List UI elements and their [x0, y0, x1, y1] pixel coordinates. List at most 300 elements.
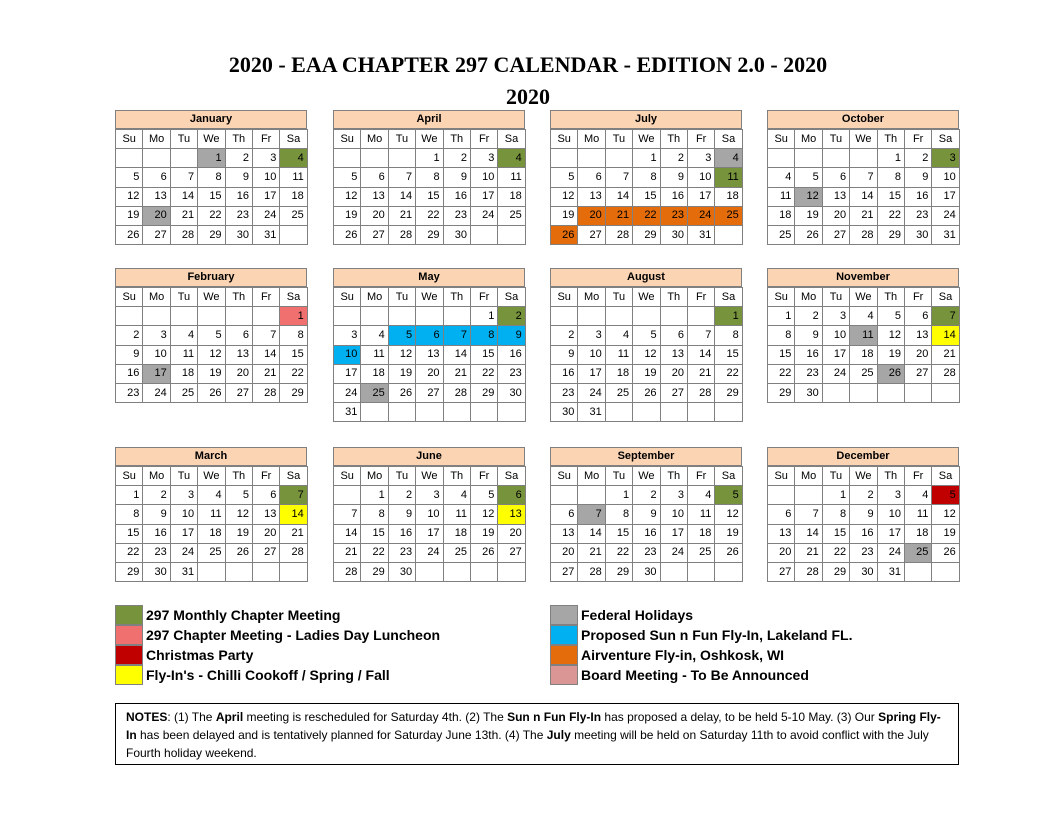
day-cell[interactable]: 29	[822, 562, 849, 581]
day-cell[interactable]: 21	[252, 364, 279, 383]
day-cell[interactable]: 28	[850, 225, 877, 244]
day-cell[interactable]: 4	[605, 326, 632, 345]
day-cell[interactable]: 2	[795, 307, 822, 326]
day-cell[interactable]: 5	[551, 168, 578, 187]
day-cell[interactable]: 29	[361, 562, 388, 581]
day-cell[interactable]: 5	[470, 486, 497, 505]
day-cell[interactable]: 2	[633, 486, 660, 505]
day-cell[interactable]: 25	[850, 364, 877, 383]
day-cell[interactable]: 31	[877, 562, 904, 581]
day-cell[interactable]: 31	[578, 403, 605, 422]
day-cell[interactable]: 30	[143, 562, 170, 581]
day-cell[interactable]: 16	[904, 187, 931, 206]
day-cell[interactable]: 28	[280, 543, 307, 562]
day-cell[interactable]: 27	[578, 225, 605, 244]
day-cell[interactable]: 22	[822, 543, 849, 562]
day-cell[interactable]: 8	[361, 505, 388, 524]
day-cell[interactable]: 31	[252, 225, 279, 244]
day-cell[interactable]: 25	[170, 383, 197, 402]
day-cell[interactable]: 27	[551, 562, 578, 581]
day-cell[interactable]: 23	[143, 543, 170, 562]
day-cell[interactable]: 20	[768, 543, 795, 562]
day-cell[interactable]: 8	[116, 505, 143, 524]
day-cell[interactable]: 12	[633, 345, 660, 364]
day-cell[interactable]: 24	[578, 383, 605, 402]
day-cell[interactable]: 1	[470, 307, 497, 326]
day-cell[interactable]: 23	[388, 543, 415, 562]
day-cell[interactable]: 12	[470, 505, 497, 524]
day-cell[interactable]: 27	[361, 225, 388, 244]
day-cell[interactable]: 3	[334, 326, 361, 345]
day-cell[interactable]: 18	[361, 364, 388, 383]
day-cell[interactable]: 23	[633, 543, 660, 562]
day-cell[interactable]: 2	[388, 486, 415, 505]
day-cell[interactable]: 6	[660, 326, 687, 345]
day-cell[interactable]: 17	[932, 187, 959, 206]
day-cell[interactable]: 20	[551, 543, 578, 562]
day-cell[interactable]: 20	[252, 524, 279, 543]
day-cell[interactable]: 31	[932, 225, 959, 244]
day-cell[interactable]: 16	[850, 524, 877, 543]
day-cell[interactable]: 17	[822, 345, 849, 364]
day-cell[interactable]: 27	[822, 225, 849, 244]
day-cell[interactable]: 9	[633, 505, 660, 524]
day-cell[interactable]: 26	[198, 383, 225, 402]
day-cell[interactable]: 5	[225, 486, 252, 505]
day-cell[interactable]: 4	[498, 149, 525, 168]
day-cell[interactable]: 30	[795, 383, 822, 402]
day-cell[interactable]: 21	[443, 364, 470, 383]
day-cell[interactable]: 10	[822, 326, 849, 345]
day-cell[interactable]: 6	[768, 505, 795, 524]
day-cell[interactable]: 21	[280, 524, 307, 543]
day-cell[interactable]: 13	[822, 187, 849, 206]
day-cell[interactable]: 14	[334, 524, 361, 543]
day-cell[interactable]: 17	[143, 364, 170, 383]
day-cell[interactable]: 4	[198, 486, 225, 505]
day-cell[interactable]: 27	[498, 543, 525, 562]
day-cell[interactable]: 7	[687, 326, 714, 345]
day-cell[interactable]: 28	[932, 364, 959, 383]
day-cell[interactable]: 7	[252, 326, 279, 345]
day-cell[interactable]: 5	[633, 326, 660, 345]
day-cell[interactable]: 14	[605, 187, 632, 206]
day-cell[interactable]: 9	[904, 168, 931, 187]
day-cell[interactable]: 19	[225, 524, 252, 543]
day-cell[interactable]: 12	[551, 187, 578, 206]
day-cell[interactable]: 13	[361, 187, 388, 206]
day-cell[interactable]: 12	[715, 505, 742, 524]
day-cell[interactable]: 12	[388, 345, 415, 364]
day-cell[interactable]: 17	[334, 364, 361, 383]
day-cell[interactable]: 30	[850, 562, 877, 581]
day-cell[interactable]: 25	[443, 543, 470, 562]
day-cell[interactable]: 4	[443, 486, 470, 505]
day-cell[interactable]: 28	[334, 562, 361, 581]
day-cell[interactable]: 17	[877, 524, 904, 543]
day-cell[interactable]: 8	[822, 505, 849, 524]
day-cell[interactable]: 31	[687, 225, 714, 244]
day-cell[interactable]: 6	[361, 168, 388, 187]
day-cell[interactable]: 28	[252, 383, 279, 402]
day-cell[interactable]: 2	[143, 486, 170, 505]
day-cell[interactable]: 1	[822, 486, 849, 505]
day-cell[interactable]: 2	[904, 149, 931, 168]
day-cell[interactable]: 5	[116, 168, 143, 187]
day-cell[interactable]: 2	[443, 149, 470, 168]
day-cell[interactable]: 3	[578, 326, 605, 345]
day-cell[interactable]: 4	[904, 486, 931, 505]
day-cell[interactable]: 29	[715, 383, 742, 402]
day-cell[interactable]: 14	[388, 187, 415, 206]
day-cell[interactable]: 3	[932, 149, 959, 168]
day-cell[interactable]: 23	[443, 206, 470, 225]
day-cell[interactable]: 3	[822, 307, 849, 326]
day-cell[interactable]: 8	[605, 505, 632, 524]
day-cell[interactable]: 7	[443, 326, 470, 345]
day-cell[interactable]: 2	[498, 307, 525, 326]
day-cell[interactable]: 14	[850, 187, 877, 206]
day-cell[interactable]: 15	[822, 524, 849, 543]
day-cell[interactable]: 27	[660, 383, 687, 402]
day-cell[interactable]: 25	[198, 543, 225, 562]
day-cell[interactable]: 22	[416, 206, 443, 225]
day-cell[interactable]: 24	[252, 206, 279, 225]
day-cell[interactable]: 7	[605, 168, 632, 187]
day-cell[interactable]: 19	[795, 206, 822, 225]
day-cell[interactable]: 27	[225, 383, 252, 402]
day-cell[interactable]: 2	[660, 149, 687, 168]
day-cell[interactable]: 25	[498, 206, 525, 225]
day-cell[interactable]: 7	[850, 168, 877, 187]
day-cell[interactable]: 6	[143, 168, 170, 187]
day-cell[interactable]: 21	[334, 543, 361, 562]
day-cell[interactable]: 28	[578, 562, 605, 581]
day-cell[interactable]: 11	[904, 505, 931, 524]
day-cell[interactable]: 5	[795, 168, 822, 187]
day-cell[interactable]: 5	[198, 326, 225, 345]
day-cell[interactable]: 18	[715, 187, 742, 206]
day-cell[interactable]: 4	[715, 149, 742, 168]
day-cell[interactable]: 9	[388, 505, 415, 524]
day-cell[interactable]: 26	[470, 543, 497, 562]
day-cell[interactable]: 13	[660, 345, 687, 364]
day-cell[interactable]: 5	[877, 307, 904, 326]
day-cell[interactable]: 17	[687, 187, 714, 206]
day-cell[interactable]: 30	[498, 383, 525, 402]
day-cell[interactable]: 1	[116, 486, 143, 505]
day-cell[interactable]: 19	[932, 524, 959, 543]
day-cell[interactable]: 31	[334, 403, 361, 422]
day-cell[interactable]: 13	[143, 187, 170, 206]
day-cell[interactable]: 1	[361, 486, 388, 505]
day-cell[interactable]: 15	[877, 187, 904, 206]
day-cell[interactable]: 15	[605, 524, 632, 543]
day-cell[interactable]: 11	[687, 505, 714, 524]
day-cell[interactable]: 18	[768, 206, 795, 225]
day-cell[interactable]: 23	[551, 383, 578, 402]
day-cell[interactable]: 27	[768, 562, 795, 581]
day-cell[interactable]: 6	[904, 307, 931, 326]
day-cell[interactable]: 14	[687, 345, 714, 364]
day-cell[interactable]: 30	[633, 562, 660, 581]
day-cell[interactable]: 8	[416, 168, 443, 187]
day-cell[interactable]: 28	[388, 225, 415, 244]
day-cell[interactable]: 2	[225, 149, 252, 168]
day-cell[interactable]: 24	[143, 383, 170, 402]
day-cell[interactable]: 20	[225, 364, 252, 383]
day-cell[interactable]: 3	[660, 486, 687, 505]
day-cell[interactable]: 10	[143, 345, 170, 364]
day-cell[interactable]: 26	[877, 364, 904, 383]
day-cell[interactable]: 26	[334, 225, 361, 244]
day-cell[interactable]: 11	[715, 168, 742, 187]
day-cell[interactable]: 22	[605, 543, 632, 562]
day-cell[interactable]: 29	[280, 383, 307, 402]
day-cell[interactable]: 4	[850, 307, 877, 326]
day-cell[interactable]: 13	[768, 524, 795, 543]
day-cell[interactable]: 22	[768, 364, 795, 383]
day-cell[interactable]: 12	[932, 505, 959, 524]
day-cell[interactable]: 19	[551, 206, 578, 225]
day-cell[interactable]: 3	[877, 486, 904, 505]
day-cell[interactable]: 9	[143, 505, 170, 524]
day-cell[interactable]: 19	[633, 364, 660, 383]
day-cell[interactable]: 30	[225, 225, 252, 244]
day-cell[interactable]: 13	[416, 345, 443, 364]
day-cell[interactable]: 21	[850, 206, 877, 225]
day-cell[interactable]: 20	[416, 364, 443, 383]
day-cell[interactable]: 12	[225, 505, 252, 524]
day-cell[interactable]: 9	[116, 345, 143, 364]
day-cell[interactable]: 22	[116, 543, 143, 562]
day-cell[interactable]: 18	[443, 524, 470, 543]
day-cell[interactable]: 22	[198, 206, 225, 225]
day-cell[interactable]: 13	[252, 505, 279, 524]
day-cell[interactable]: 8	[470, 326, 497, 345]
day-cell[interactable]: 1	[768, 307, 795, 326]
day-cell[interactable]: 8	[715, 326, 742, 345]
day-cell[interactable]: 14	[170, 187, 197, 206]
day-cell[interactable]: 12	[334, 187, 361, 206]
day-cell[interactable]: 24	[687, 206, 714, 225]
day-cell[interactable]: 15	[768, 345, 795, 364]
day-cell[interactable]: 2	[551, 326, 578, 345]
day-cell[interactable]: 18	[605, 364, 632, 383]
day-cell[interactable]: 6	[822, 168, 849, 187]
day-cell[interactable]: 3	[687, 149, 714, 168]
day-cell[interactable]: 27	[143, 225, 170, 244]
day-cell[interactable]: 16	[551, 364, 578, 383]
day-cell[interactable]: 15	[715, 345, 742, 364]
day-cell[interactable]: 9	[660, 168, 687, 187]
day-cell[interactable]: 4	[687, 486, 714, 505]
day-cell[interactable]: 12	[198, 345, 225, 364]
day-cell[interactable]: 13	[225, 345, 252, 364]
day-cell[interactable]: 27	[904, 364, 931, 383]
day-cell[interactable]: 21	[605, 206, 632, 225]
day-cell[interactable]: 11	[443, 505, 470, 524]
day-cell[interactable]: 3	[416, 486, 443, 505]
day-cell[interactable]: 23	[850, 543, 877, 562]
day-cell[interactable]: 22	[715, 364, 742, 383]
day-cell[interactable]: 4	[361, 326, 388, 345]
day-cell[interactable]: 29	[416, 225, 443, 244]
day-cell[interactable]: 18	[170, 364, 197, 383]
day-cell[interactable]: 11	[605, 345, 632, 364]
day-cell[interactable]: 22	[280, 364, 307, 383]
day-cell[interactable]: 20	[143, 206, 170, 225]
day-cell[interactable]: 26	[225, 543, 252, 562]
day-cell[interactable]: 20	[822, 206, 849, 225]
day-cell[interactable]: 14	[443, 345, 470, 364]
day-cell[interactable]: 21	[687, 364, 714, 383]
day-cell[interactable]: 24	[660, 543, 687, 562]
day-cell[interactable]: 6	[252, 486, 279, 505]
day-cell[interactable]: 1	[715, 307, 742, 326]
day-cell[interactable]: 5	[932, 486, 959, 505]
day-cell[interactable]: 14	[795, 524, 822, 543]
day-cell[interactable]: 12	[795, 187, 822, 206]
day-cell[interactable]: 20	[660, 364, 687, 383]
day-cell[interactable]: 13	[551, 524, 578, 543]
day-cell[interactable]: 24	[170, 543, 197, 562]
day-cell[interactable]: 3	[170, 486, 197, 505]
day-cell[interactable]: 11	[170, 345, 197, 364]
day-cell[interactable]: 2	[850, 486, 877, 505]
day-cell[interactable]: 4	[768, 168, 795, 187]
day-cell[interactable]: 25	[904, 543, 931, 562]
day-cell[interactable]: 18	[687, 524, 714, 543]
day-cell[interactable]: 16	[633, 524, 660, 543]
day-cell[interactable]: 18	[904, 524, 931, 543]
day-cell[interactable]: 6	[225, 326, 252, 345]
day-cell[interactable]: 10	[687, 168, 714, 187]
day-cell[interactable]: 11	[498, 168, 525, 187]
day-cell[interactable]: 24	[470, 206, 497, 225]
day-cell[interactable]: 29	[116, 562, 143, 581]
day-cell[interactable]: 19	[116, 206, 143, 225]
day-cell[interactable]: 25	[280, 206, 307, 225]
day-cell[interactable]: 10	[932, 168, 959, 187]
day-cell[interactable]: 19	[198, 364, 225, 383]
day-cell[interactable]: 12	[116, 187, 143, 206]
day-cell[interactable]: 23	[660, 206, 687, 225]
day-cell[interactable]: 16	[143, 524, 170, 543]
day-cell[interactable]: 26	[715, 543, 742, 562]
day-cell[interactable]: 11	[768, 187, 795, 206]
day-cell[interactable]: 7	[334, 505, 361, 524]
day-cell[interactable]: 26	[551, 225, 578, 244]
day-cell[interactable]: 10	[334, 345, 361, 364]
day-cell[interactable]: 19	[877, 345, 904, 364]
day-cell[interactable]: 14	[280, 505, 307, 524]
day-cell[interactable]: 21	[388, 206, 415, 225]
day-cell[interactable]: 16	[388, 524, 415, 543]
day-cell[interactable]: 19	[334, 206, 361, 225]
day-cell[interactable]: 7	[170, 168, 197, 187]
day-cell[interactable]: 13	[498, 505, 525, 524]
day-cell[interactable]: 11	[198, 505, 225, 524]
day-cell[interactable]: 5	[334, 168, 361, 187]
day-cell[interactable]: 29	[198, 225, 225, 244]
day-cell[interactable]: 16	[116, 364, 143, 383]
day-cell[interactable]: 5	[388, 326, 415, 345]
day-cell[interactable]: 23	[904, 206, 931, 225]
day-cell[interactable]: 28	[443, 383, 470, 402]
day-cell[interactable]: 15	[280, 345, 307, 364]
day-cell[interactable]: 25	[715, 206, 742, 225]
day-cell[interactable]: 29	[605, 562, 632, 581]
day-cell[interactable]: 26	[116, 225, 143, 244]
day-cell[interactable]: 9	[551, 345, 578, 364]
day-cell[interactable]: 10	[877, 505, 904, 524]
day-cell[interactable]: 9	[795, 326, 822, 345]
day-cell[interactable]: 27	[252, 543, 279, 562]
day-cell[interactable]: 18	[280, 187, 307, 206]
day-cell[interactable]: 16	[443, 187, 470, 206]
day-cell[interactable]: 8	[198, 168, 225, 187]
day-cell[interactable]: 24	[877, 543, 904, 562]
day-cell[interactable]: 24	[932, 206, 959, 225]
day-cell[interactable]: 13	[578, 187, 605, 206]
day-cell[interactable]: 10	[660, 505, 687, 524]
day-cell[interactable]: 1	[605, 486, 632, 505]
day-cell[interactable]: 15	[470, 345, 497, 364]
day-cell[interactable]: 30	[904, 225, 931, 244]
day-cell[interactable]: 26	[388, 383, 415, 402]
day-cell[interactable]: 5	[715, 486, 742, 505]
day-cell[interactable]: 6	[551, 505, 578, 524]
day-cell[interactable]: 22	[877, 206, 904, 225]
day-cell[interactable]: 3	[252, 149, 279, 168]
day-cell[interactable]: 1	[416, 149, 443, 168]
day-cell[interactable]: 29	[633, 225, 660, 244]
day-cell[interactable]: 7	[932, 307, 959, 326]
day-cell[interactable]: 16	[498, 345, 525, 364]
day-cell[interactable]: 7	[795, 505, 822, 524]
day-cell[interactable]: 28	[605, 225, 632, 244]
day-cell[interactable]: 9	[225, 168, 252, 187]
day-cell[interactable]: 16	[225, 187, 252, 206]
day-cell[interactable]: 10	[416, 505, 443, 524]
day-cell[interactable]: 10	[578, 345, 605, 364]
day-cell[interactable]: 6	[578, 168, 605, 187]
day-cell[interactable]: 7	[280, 486, 307, 505]
day-cell[interactable]: 15	[633, 187, 660, 206]
day-cell[interactable]: 4	[280, 149, 307, 168]
day-cell[interactable]: 25	[687, 543, 714, 562]
day-cell[interactable]: 1	[877, 149, 904, 168]
day-cell[interactable]: 14	[252, 345, 279, 364]
day-cell[interactable]: 24	[416, 543, 443, 562]
day-cell[interactable]: 1	[633, 149, 660, 168]
day-cell[interactable]: 23	[498, 364, 525, 383]
day-cell[interactable]: 9	[850, 505, 877, 524]
day-cell[interactable]: 30	[443, 225, 470, 244]
day-cell[interactable]: 7	[578, 505, 605, 524]
day-cell[interactable]: 25	[605, 383, 632, 402]
day-cell[interactable]: 25	[361, 383, 388, 402]
day-cell[interactable]: 8	[768, 326, 795, 345]
day-cell[interactable]: 28	[795, 562, 822, 581]
day-cell[interactable]: 19	[715, 524, 742, 543]
day-cell[interactable]: 3	[143, 326, 170, 345]
day-cell[interactable]: 22	[361, 543, 388, 562]
day-cell[interactable]: 7	[388, 168, 415, 187]
day-cell[interactable]: 16	[660, 187, 687, 206]
day-cell[interactable]: 15	[361, 524, 388, 543]
